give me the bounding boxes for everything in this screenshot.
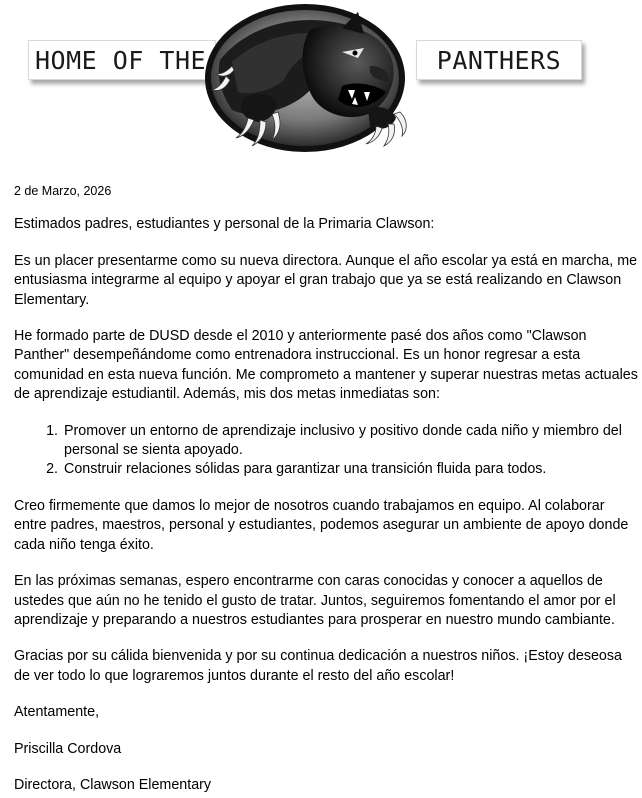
banner-right-text: PANTHERS [416, 40, 582, 80]
goals-list [14, 422, 638, 480]
paragraph: He formado parte de DUSD desde el 2010 y anteriormente pasé dos años como "Clawson Panther" desempeñándome como entrenadora instruccional. Es un honor regresar a esta comunidad en esta nueva función. Me comprometo a mantener y superar nuestras metas actuales de aprendizaje estudiantil. Además, mis dos metas inmediatas son: [14, 328, 638, 403]
paragraph: En las próximas semanas, espero encontrarme con caras conocidas y conocer a aquellos de ustedes que aún no he tenido el gusto de tratar. Juntos, seguiremos fomentando el amor por el aprendizaje y preparando a nuestros estudiantes para prosperar en nuestro mundo cambiante. [14, 573, 616, 628]
paragraph: Creo firmemente que damos lo mejor de nosotros cuando trabajamos en equipo. Al colaborar entre padres, maestros, personal y estudiantes, podemos asegurar un ambiente de apoyo donde cada niño tenga éxito. [14, 497, 629, 553]
letter-date: 2 de Marzo, 2026 [14, 184, 112, 198]
letterhead-banner [0, 0, 642, 160]
paragraph: Es un placer presentarme como su nueva directora. Aunque el año escolar ya está en marcha, me entusiasma integrarme al equipo y apoyar el gran trabajo que ya se está realizando en Clawson Elementary. [14, 252, 638, 308]
banner-left-text: HOME OF THE [28, 40, 216, 80]
goal-item: 1. Promover un entorno de aprendizaje inclusivo y positivo donde cada niño y miembro del personal se sienta apoyado. [62, 422, 638, 461]
signer-title: Directora, Clawson Elementary [14, 776, 212, 793]
panther-mascot-icon [192, 0, 418, 160]
signer-name: Priscilla Cordova [14, 740, 122, 757]
goal-item: 2. Construir relaciones sólidas para garantizar una transición fluida para todos. [62, 460, 638, 479]
letter-greeting: Estimados padres, estudiantes y personal de la Primaria Clawson: [14, 216, 435, 233]
letter-closing: Atentamente, [14, 704, 100, 721]
paragraph: Gracias por su cálida bienvenida y por su continua dedicación a nuestros niños. ¡Estoy deseosa de ver todo lo que lograremos juntos durante el resto del año escolar! [14, 648, 622, 684]
letter-body [14, 182, 638, 795]
